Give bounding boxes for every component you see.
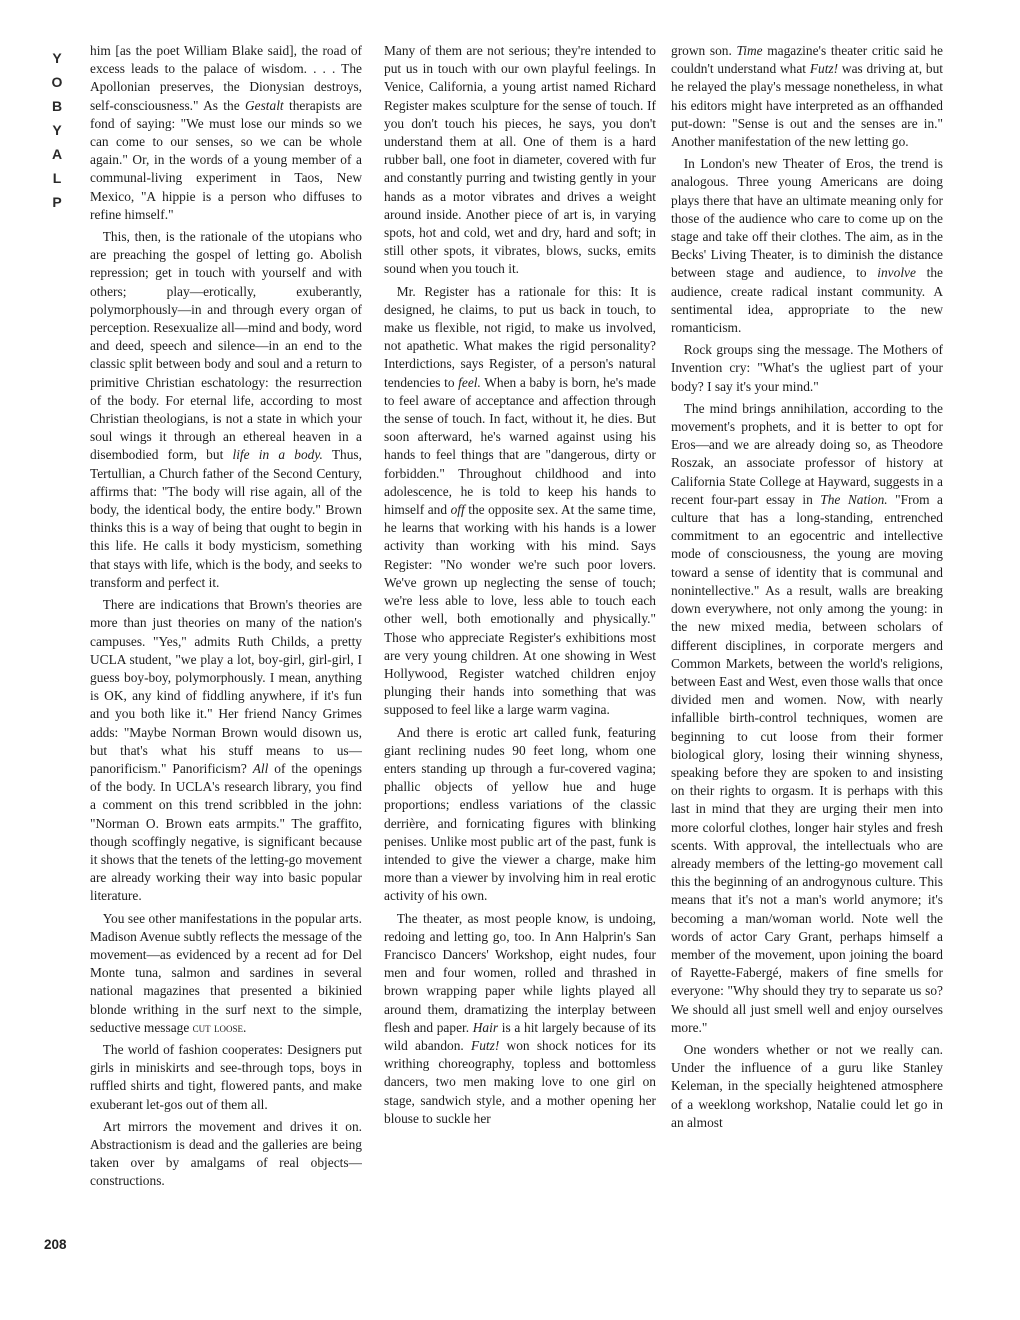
- text-run: In London's new Theater of Eros, the trend is analogous. Three young Americans are doing plays there that have an ultimate meaning only for those of the audience who care to come up on the stage and take off their clothes. The aim, as in the Becks' Living Theater, is to diminish the distance between stage and audience, to: [671, 156, 943, 281]
- text-run: Mr. Register has a rationale for this: It is designed, he claims, to put us back in touch, to make us flexible, not rigid, to make us involved, not apathetic. What makes the rigid personality? Interdictions, says Register, of a person's natural tendencies to: [384, 283, 656, 390]
- text-run: Art mirrors the movement and drives it on. Abstractionism is dead and the galleries are being taken over by amalgams of real objects—constructions.: [90, 1118, 362, 1189]
- text-run: "From a culture that has a long-standing, entrenched commitment to an egocentric and intellective mode of consciousness, the young are moving toward a sense of identity that is communal and nonintellective." As a result, walls are breaking down everywhere, not only among the young: in the new mixed media, between scholars of different disciplines, in corporate mergers and Common Markets, between the world's religions, between East and West, even those walls that once divided men and women. Now, with nearly infallible birth-control techniques, women are beginning to cut loose from their former biological glory, losing their winning shyness, speaking before they are spoken to and insisting on their rights to orgasm. It is perhaps with this last in mind that they are urging their men into more colorful clothes, longer hair styles and fresh scents. With approval, the intellectuals who are already members of the letting-go movement call this the beginning of an androgynous culture. This means that it's not a man's world anymore; it's becoming a man/woman world. Note well the words of actor Cary Grant, perhaps himself a member of the movement, upon joining the board of Rayette-Fabergé, makers of fine smells for everyone: "Why should they try to separate us so? We should all just smell well and enjoy ourselves more.": [671, 491, 943, 1035]
- text-run: The world of fashion cooperates: Designers put girls in miniskirts and see-through tops, boys in ruffled shirts and tight, flowered pants, and make exuberant let-gos out of them all.: [90, 1041, 362, 1112]
- text-run: There are indications that Brown's theories are more than just theories on many of the nation's campuses. "Yes," admits Ruth Childs, a pretty UCLA student, "we play a lot, boy-girl, girl-girl, I guess boy-boy, polymorphously. I mean, anything is OK, any kind of fiddling anywhere, if it's fun and you both like it." Her friend Nancy Grimes adds: "Maybe Norman Brown would disown us, but that's what his stuff means to us—panorificism." Panorificism?: [90, 597, 362, 776]
- text-run: is a hit largely because of its wild abandon.: [384, 1019, 656, 1053]
- italic-text: involve: [877, 265, 916, 281]
- masthead-letter: Y: [52, 122, 62, 138]
- masthead-letter: P: [52, 194, 62, 210]
- text-run: therapists are fond of saying: "We must lose our minds so we can come to our senses, so we can be whole again." Or, in the words of a young member of a communal-living experiment in Taos, New Mexico, "A hippie is a person who diffuses to refine himself.": [90, 97, 362, 222]
- text-run: was driving at, but he relayed the play's message nonetheless, in what his editors might have interpreted as an offhanded put-down: "Sense is out and the senses are in." Another manifestation of the new letting go.: [671, 61, 943, 150]
- text-run: One wonders whether or not we really can. Under the influence of a guru like Stanley Keleman, in the specially heightened atmosphere of a weeklong workshop, Natalie could let go in an almost: [671, 1041, 943, 1130]
- text-column-3: [671, 42, 943, 1260]
- italic-text: off: [450, 502, 465, 518]
- text-run: When a baby is born, he's made to feel aware of acceptance and affection through the sense of touch. In fact, without it, he dies. But soon afterward, he's warned against using his hands to feel things that are "dangerous, dirty or forbidden." Throughout childhood and into adolescence, he is told to keep his hands to himself and: [384, 374, 656, 518]
- text-column-2: [384, 42, 656, 1260]
- italic-text: Futz!: [809, 61, 839, 77]
- masthead-letter: Y: [52, 50, 62, 66]
- paragraph: [90, 596, 362, 905]
- text-run: Thus, Tertullian, a Church father of the Second Century, affirms that: "The body will rise again, all of the body, the identical body, the entire body." Brown thinks this is a way of being that ought to begin in this life. He calls it body mysticism, something that stays with life, which is the body, and seeks to transform and perfect it.: [90, 447, 362, 590]
- text-run: You see other manifestations in the popular arts. Madison Avenue subtly reflects the message of the movement—as evidenced by a recent ad for Del Monte tuna, salmon and sardines in several national magazines that presented a bikinied blonde writhing in the surf next to the simple, seductive message: [90, 910, 362, 1035]
- text-run: The mind brings annihilation, according to the movement's prophets, and it is better to opt for Eros—and we are already doing so, as Theodore Roszak, an associate professor of history at California State College at Hayward, suggests in a recent four-part essay in: [671, 400, 943, 507]
- text-run: the opposite sex. At the same time, he learns that working with his hands is a lower activity than working with his mind. Says Register: "No wonder we're such poor lovers. We've grown up neglecting the sense of touch; we're less able to love, less able to touch each other well, both emotionally and physically." Those who appreciate Register's exhibitions most are very young children. At one showing in West Hollywood, Register watched children enjoy plunging their hands into something that was supposed to feel like a large warm vagina.: [384, 502, 656, 718]
- italic-text: The Nation.: [820, 491, 888, 507]
- paragraph: [671, 1041, 943, 1132]
- paragraph: [384, 42, 656, 279]
- text-run: him [as the poet William Blake said], the road of excess leads to the palace of wisdom. . . . The Apollonian preserves, the Dionysian destroys, self-consciousness." As the: [90, 43, 362, 113]
- text-run: of the openings of the body. In UCLA's research library, you find a comment on this trend scribbled in the john: "Norman O. Brown eats armpits." The graffito, though scoffingly negative, is significant because it shows that the tenets of the letting-go movement are already working their way into basic popular literature.: [90, 760, 362, 904]
- text-run: won shock notices for its writhing choreography, topless and bottomless dancers, two men making love to one girl on stage, sandwich style, and a mother opening her blouse to suckle her: [384, 1037, 656, 1126]
- text-run: Rock groups sing the message. The Mothers of Invention cry: "What's the ugliest part of your body? I say it's your mind.": [671, 342, 943, 394]
- italic-text: Time: [736, 43, 763, 58]
- italic-text: feel.: [458, 374, 481, 390]
- paragraph: [671, 42, 943, 151]
- text-run: magazine's theater critic said he couldn't understand what: [671, 43, 943, 77]
- italic-text: Hair: [472, 1019, 499, 1035]
- italic-text: life in a body.: [232, 447, 323, 463]
- paragraph: [90, 42, 362, 224]
- masthead-letter: B: [51, 98, 63, 114]
- small-caps-text: cut loose.: [192, 1019, 247, 1035]
- masthead-letter: O: [51, 74, 63, 90]
- paragraph: [90, 228, 362, 592]
- italic-text: Futz!: [471, 1037, 500, 1053]
- text-run: the audience, create radical instant community. A sentimental idea, appropriate to the new romanticism.: [671, 265, 943, 336]
- paragraph: [384, 283, 656, 720]
- masthead-letter: L: [52, 170, 62, 186]
- text-run: grown son.: [671, 43, 737, 58]
- text-run: And there is erotic art called funk, featuring giant reclining nudes 90 feet long, whom one enters standing up through a fur-covered vagina; phallic objects of yellow hue and huge proportions; endless variations of the classic derrière, and fornicating figures with blinking penises. Unlike most public art of the past, funk is intended to give the viewer a charge, make him more than a viewer by involving him in real erotic activity of his own.: [384, 724, 656, 904]
- paragraph: [384, 724, 656, 906]
- text-run: The theater, as most people know, is undoing, redoing and letting go, too. In Ann Halprin's San Francisco Dancers' Workshop, eight nudes, four men and four women, rolled and thrashed in brown wrapping paper while lights played all around them, dramatizing the interplay between flesh and paper.: [384, 910, 656, 1035]
- italic-text: All: [252, 760, 269, 776]
- paragraph: [90, 1041, 362, 1114]
- paragraph: [671, 155, 943, 337]
- paragraph: [90, 1118, 362, 1191]
- text-column-1: [90, 42, 362, 1260]
- text-run: This, then, is the rationale of the utopians who are preaching the gospel of letting go. Abolish repression; get in touch with yourself and with others; play—erotically, exuberantly, polymorphously—in and through every organ of perception. Resexualize all—mind and body, word and deed, speech and silence—in an end to the classic split between body and soul and a return to primitive Christian eschatology: the resurrection of the body. For eternal life, according to most Christian theologians, is not a state in which your soul wings it through an ethereal heaven in a disembodied form, but: [90, 229, 362, 463]
- text-run: Many of them are not serious; they're intended to put us in touch with our own playful feelings. In Venice, California, a young artist named Richard Register makes sculpture for the sense of touch. If you don't touch his pieces, he says, you don't understand them at all. One of them is a hard rubber ball, one foot in diameter, covered with fur and constantly purring and twisting gently in your hands as a motor vibrates and drives a weight around inside. Another piece of art is, in varying spots, hot and cold, wet and dry, hard and soft; in still other spots, it vibrates, blows, sucks, emits sound when you touch it.: [384, 43, 656, 277]
- paragraph: [671, 400, 943, 1037]
- paragraph: [90, 910, 362, 1037]
- masthead-letter: A: [51, 146, 63, 162]
- page-number: 208: [44, 1237, 67, 1252]
- italic-text: Gestalt: [244, 97, 284, 113]
- masthead-vertical: [48, 46, 66, 214]
- paragraph: [671, 341, 943, 396]
- paragraph: [384, 910, 656, 1128]
